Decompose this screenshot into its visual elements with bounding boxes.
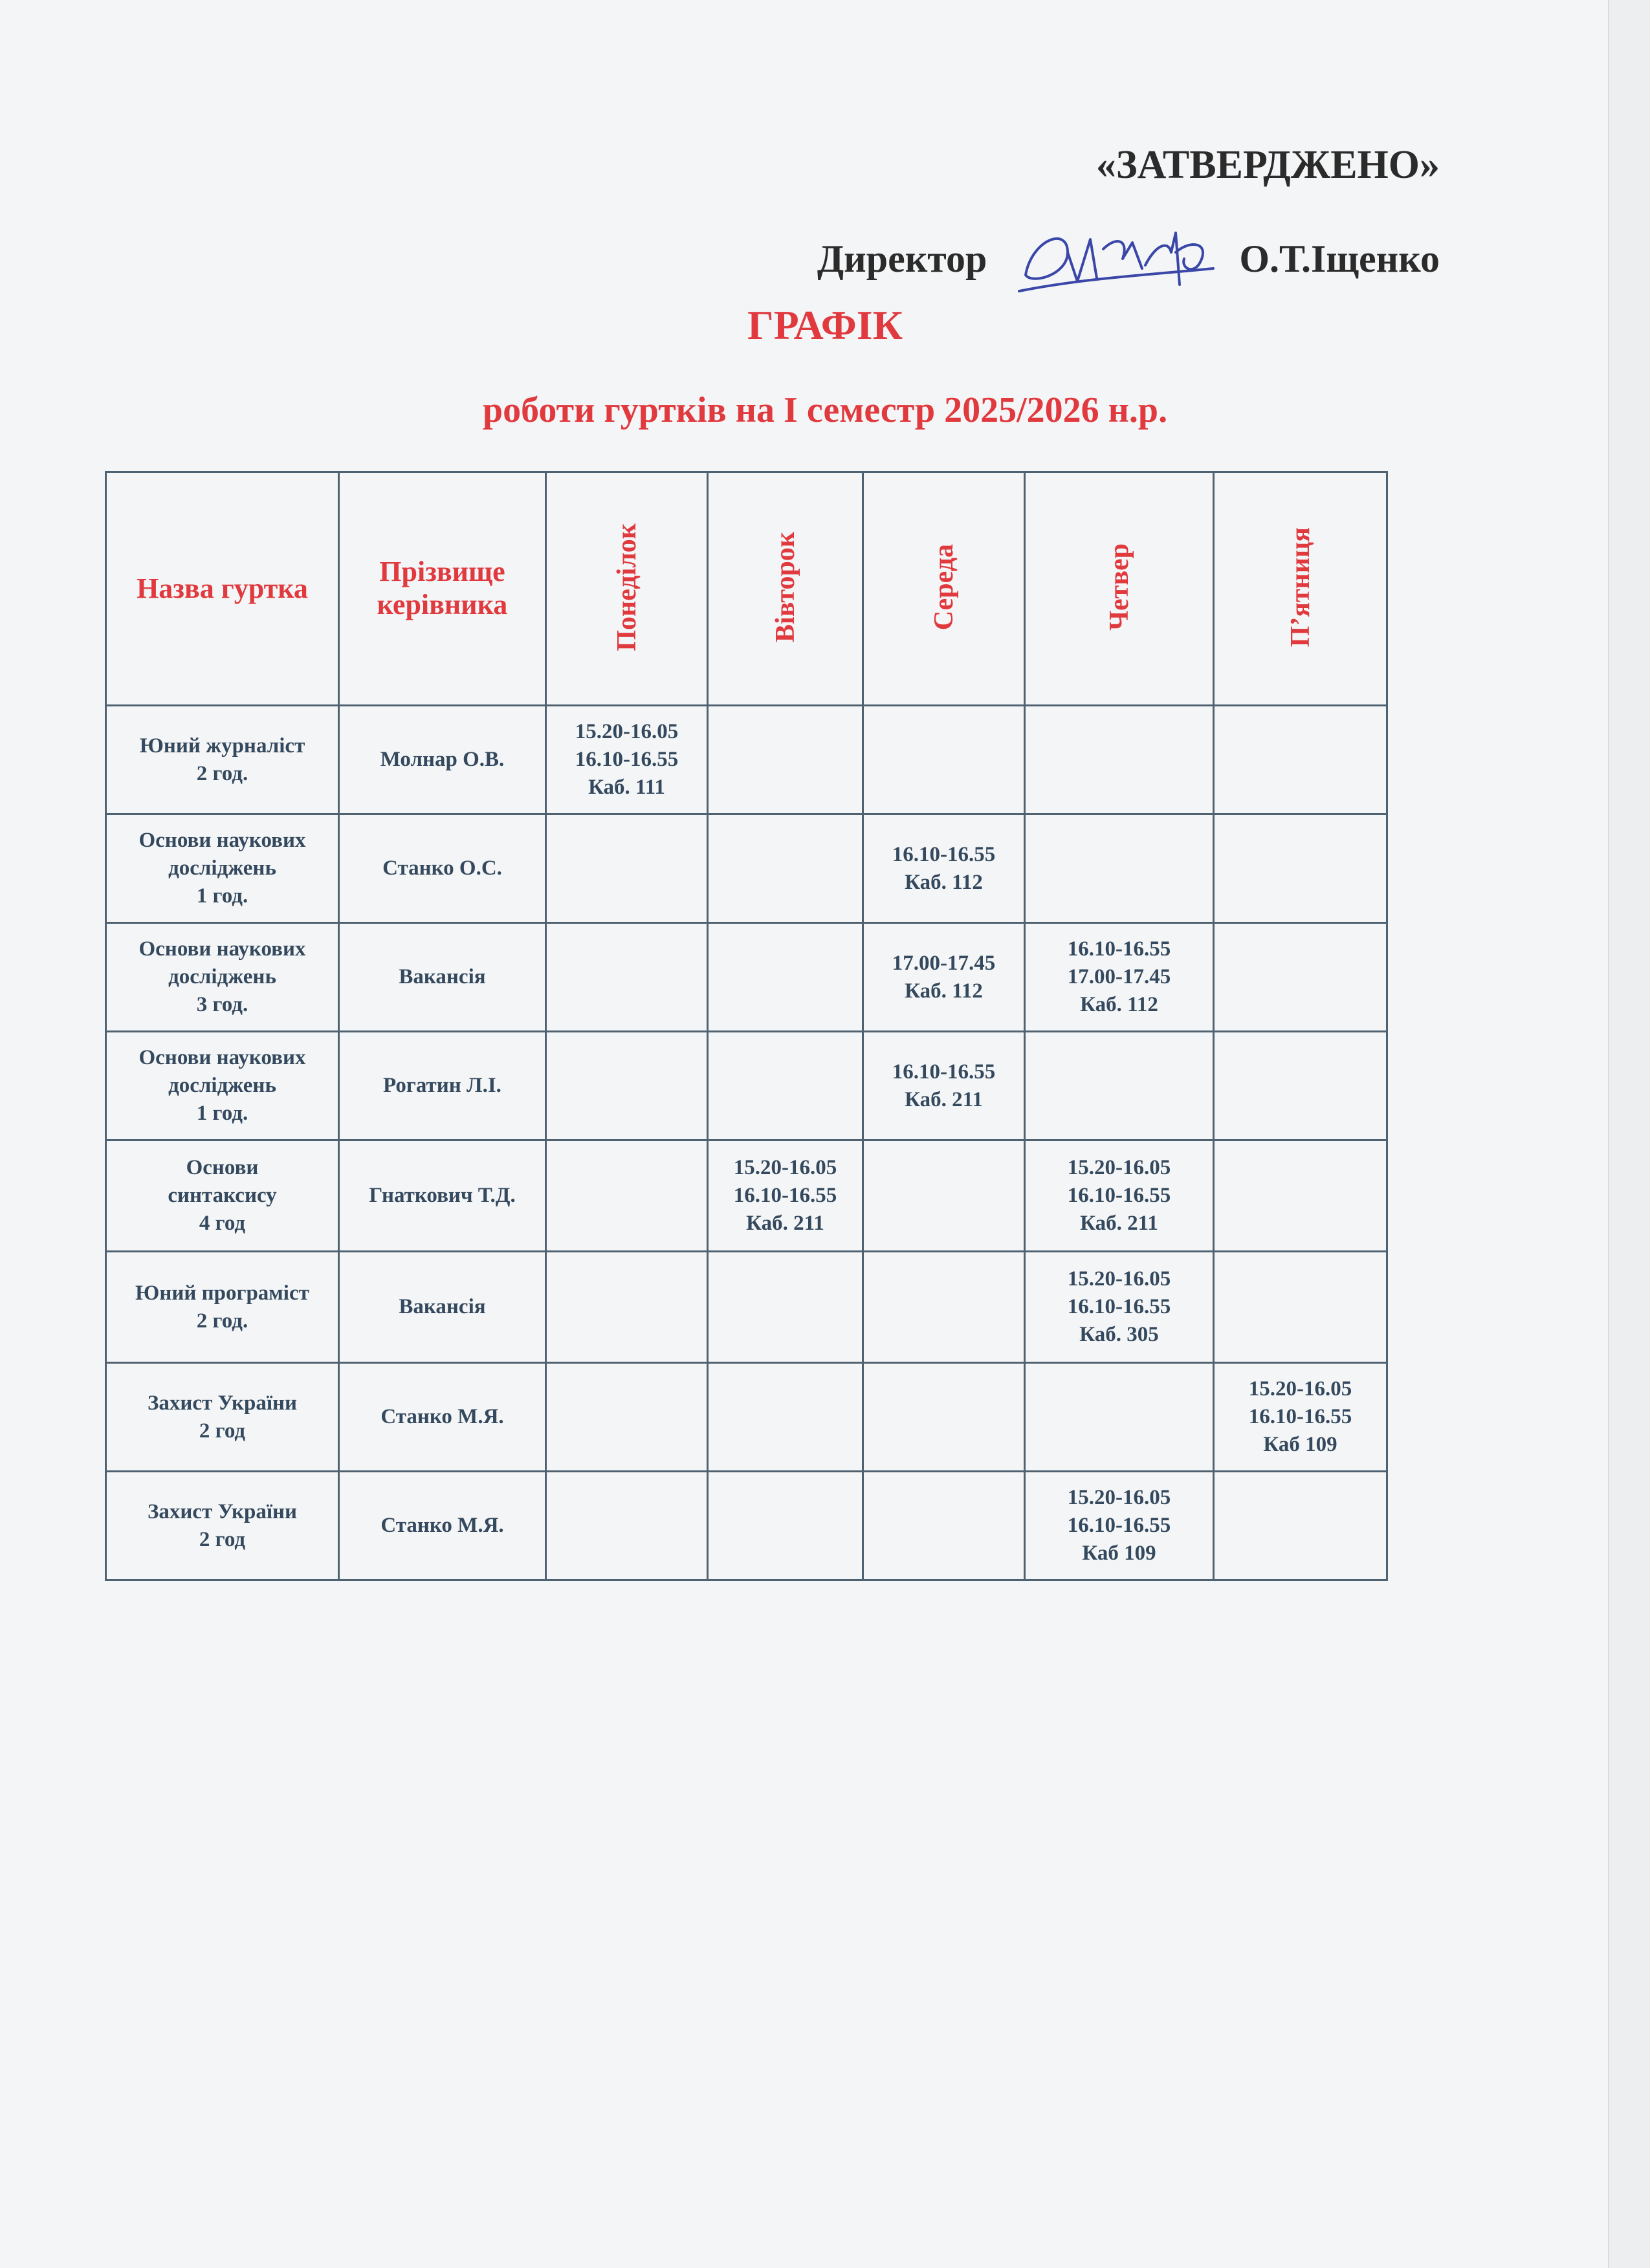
friday-cell (1214, 1252, 1387, 1363)
thursday-cell: 16.10-16.55 17.00-17.45 Каб. 112 (1025, 923, 1214, 1032)
header-friday: П’ятниця (1214, 472, 1387, 706)
wednesday-cell (863, 1252, 1025, 1363)
wednesday-cell: 16.10-16.55 Каб. 211 (863, 1032, 1025, 1140)
friday-cell (1214, 814, 1387, 923)
leader-cell: Молнар О.В. (339, 706, 546, 814)
thursday-cell: 15.20-16.05 16.10-16.55 Каб 109 (1025, 1472, 1214, 1580)
friday-cell (1214, 923, 1387, 1032)
document-subtitle: роботи гуртків на І семестр 2025/2026 н.р. (482, 390, 1168, 430)
thursday-cell (1025, 1363, 1214, 1472)
wednesday-cell: 16.10-16.55 Каб. 112 (863, 814, 1025, 923)
monday-cell (546, 814, 708, 923)
table-row (106, 1363, 1387, 1472)
leader-cell: Станко М.Я. (339, 1472, 546, 1580)
director-name: О.Т.Іщенко (1239, 237, 1440, 280)
tuesday-cell (708, 814, 863, 923)
leader-cell: Станко О.С. (339, 814, 546, 923)
club-name-cell: Юний програміст 2 год. (106, 1252, 339, 1363)
thursday-cell: 15.20-16.05 16.10-16.55 Каб. 211 (1025, 1140, 1214, 1252)
club-name-cell: Основи наукових досліджень 3 год. (106, 923, 339, 1032)
club-name-cell: Захист України 2 год (106, 1363, 339, 1472)
table-row (106, 1032, 1387, 1140)
monday-cell (546, 1032, 708, 1140)
table-row (106, 814, 1387, 923)
club-name-cell: Захист України 2 год (106, 1472, 339, 1580)
monday-cell (546, 1472, 708, 1580)
monday-cell (546, 1252, 708, 1363)
tuesday-cell (708, 1472, 863, 1580)
tuesday-cell (708, 706, 863, 814)
tuesday-cell (708, 1032, 863, 1140)
leader-cell: Рогатин Л.І. (339, 1032, 546, 1140)
table-row (106, 706, 1387, 814)
thursday-cell (1025, 814, 1214, 923)
tuesday-cell: 15.20-16.05 16.10-16.55 Каб. 211 (708, 1140, 863, 1252)
monday-cell (546, 923, 708, 1032)
wednesday-cell (863, 1363, 1025, 1472)
header-wednesday: Середа (863, 472, 1025, 706)
table-row (106, 1472, 1387, 1580)
friday-cell (1214, 706, 1387, 814)
friday-cell (1214, 1032, 1387, 1140)
leader-cell: Вакансія (339, 1252, 546, 1363)
table-row (106, 1252, 1387, 1363)
table-row (106, 923, 1387, 1032)
wednesday-cell: 17.00-17.45 Каб. 112 (863, 923, 1025, 1032)
wednesday-cell (863, 1140, 1025, 1252)
leader-cell: Гнаткович Т.Д. (339, 1140, 546, 1252)
header-club-name: Назва гуртка (106, 472, 339, 706)
header-monday: Понеділок (546, 472, 708, 706)
header-leader: Прізвище керівника (339, 472, 546, 706)
club-name-cell: Юний журналіст 2 год. (106, 706, 339, 814)
thursday-cell (1025, 706, 1214, 814)
thursday-cell (1025, 1032, 1214, 1140)
leader-cell: Станко М.Я. (339, 1363, 546, 1472)
club-name-cell: Основи наукових досліджень 1 год. (106, 1032, 339, 1140)
wednesday-cell (863, 706, 1025, 814)
tuesday-cell (708, 1252, 863, 1363)
table-row (106, 1140, 1387, 1252)
club-name-cell: Основи синтаксису 4 год (106, 1140, 339, 1252)
monday-cell (546, 1140, 708, 1252)
director-position: Директор (817, 237, 987, 280)
director-line (817, 213, 1440, 304)
tuesday-cell (708, 923, 863, 1032)
header-row (106, 472, 1387, 706)
wednesday-cell (863, 1472, 1025, 1580)
document-title: ГРАФІК (747, 302, 903, 348)
signature-icon (1006, 213, 1220, 304)
schedule-table (105, 471, 1388, 1581)
monday-cell (546, 1363, 708, 1472)
header-tuesday: Вівторок (708, 472, 863, 706)
leader-cell: Вакансія (339, 923, 546, 1032)
friday-cell: 15.20-16.05 16.10-16.55 Каб 109 (1214, 1363, 1387, 1472)
thursday-cell: 15.20-16.05 16.10-16.55 Каб. 305 (1025, 1252, 1214, 1363)
club-name-cell: Основи наукових досліджень 1 год. (106, 814, 339, 923)
approval-stamp: «ЗАТВЕРДЖЕНО» (1095, 143, 1440, 187)
header-thursday: Четвер (1025, 472, 1214, 706)
friday-cell (1214, 1140, 1387, 1252)
monday-cell: 15.20-16.05 16.10-16.55 Каб. 111 (546, 706, 708, 814)
friday-cell (1214, 1472, 1387, 1580)
tuesday-cell (708, 1363, 863, 1472)
